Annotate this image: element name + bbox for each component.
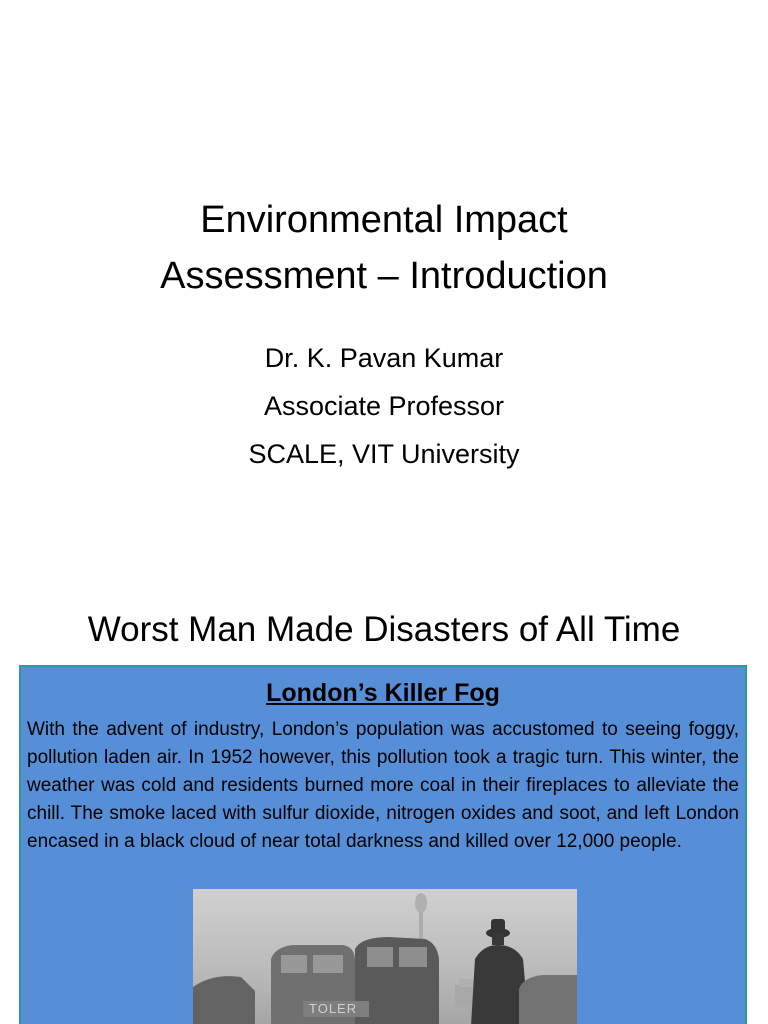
title-line-2: Assessment – Introduction bbox=[160, 255, 608, 297]
fog-photo-illustration bbox=[193, 889, 577, 1024]
killer-fog-box bbox=[19, 665, 747, 1024]
slide-title-heading bbox=[0, 192, 768, 304]
killer-fog-heading: London’s Killer Fog bbox=[266, 679, 500, 707]
fog-photo bbox=[193, 889, 577, 1024]
author-name: Dr. K. Pavan Kumar bbox=[264, 343, 504, 373]
slide-disasters bbox=[0, 576, 768, 1024]
title-line-1: Environmental Impact bbox=[200, 199, 568, 241]
slide-subtitle bbox=[0, 334, 768, 478]
author-affiliation: SCALE, VIT University bbox=[248, 439, 520, 469]
photo-sign-text: TOLER bbox=[309, 1001, 358, 1016]
author-position: Associate Professor bbox=[263, 391, 505, 421]
killer-fog-body: With the advent of industry, London’s population was accustomed to seeing foggy, pollution laden air. In 1952 however, this pollution took a tragic turn. This winter, the weather was cold and residents burned more coal in their fireplaces to alleviate the chill. The smoke laced with sulfur dioxide, nitrogen oxides and soot, and left London encased in a black cloud of near total darkness and killed over 12,000 people. bbox=[27, 719, 739, 852]
disasters-title: Worst Man Made Disasters of All Time bbox=[87, 610, 681, 649]
